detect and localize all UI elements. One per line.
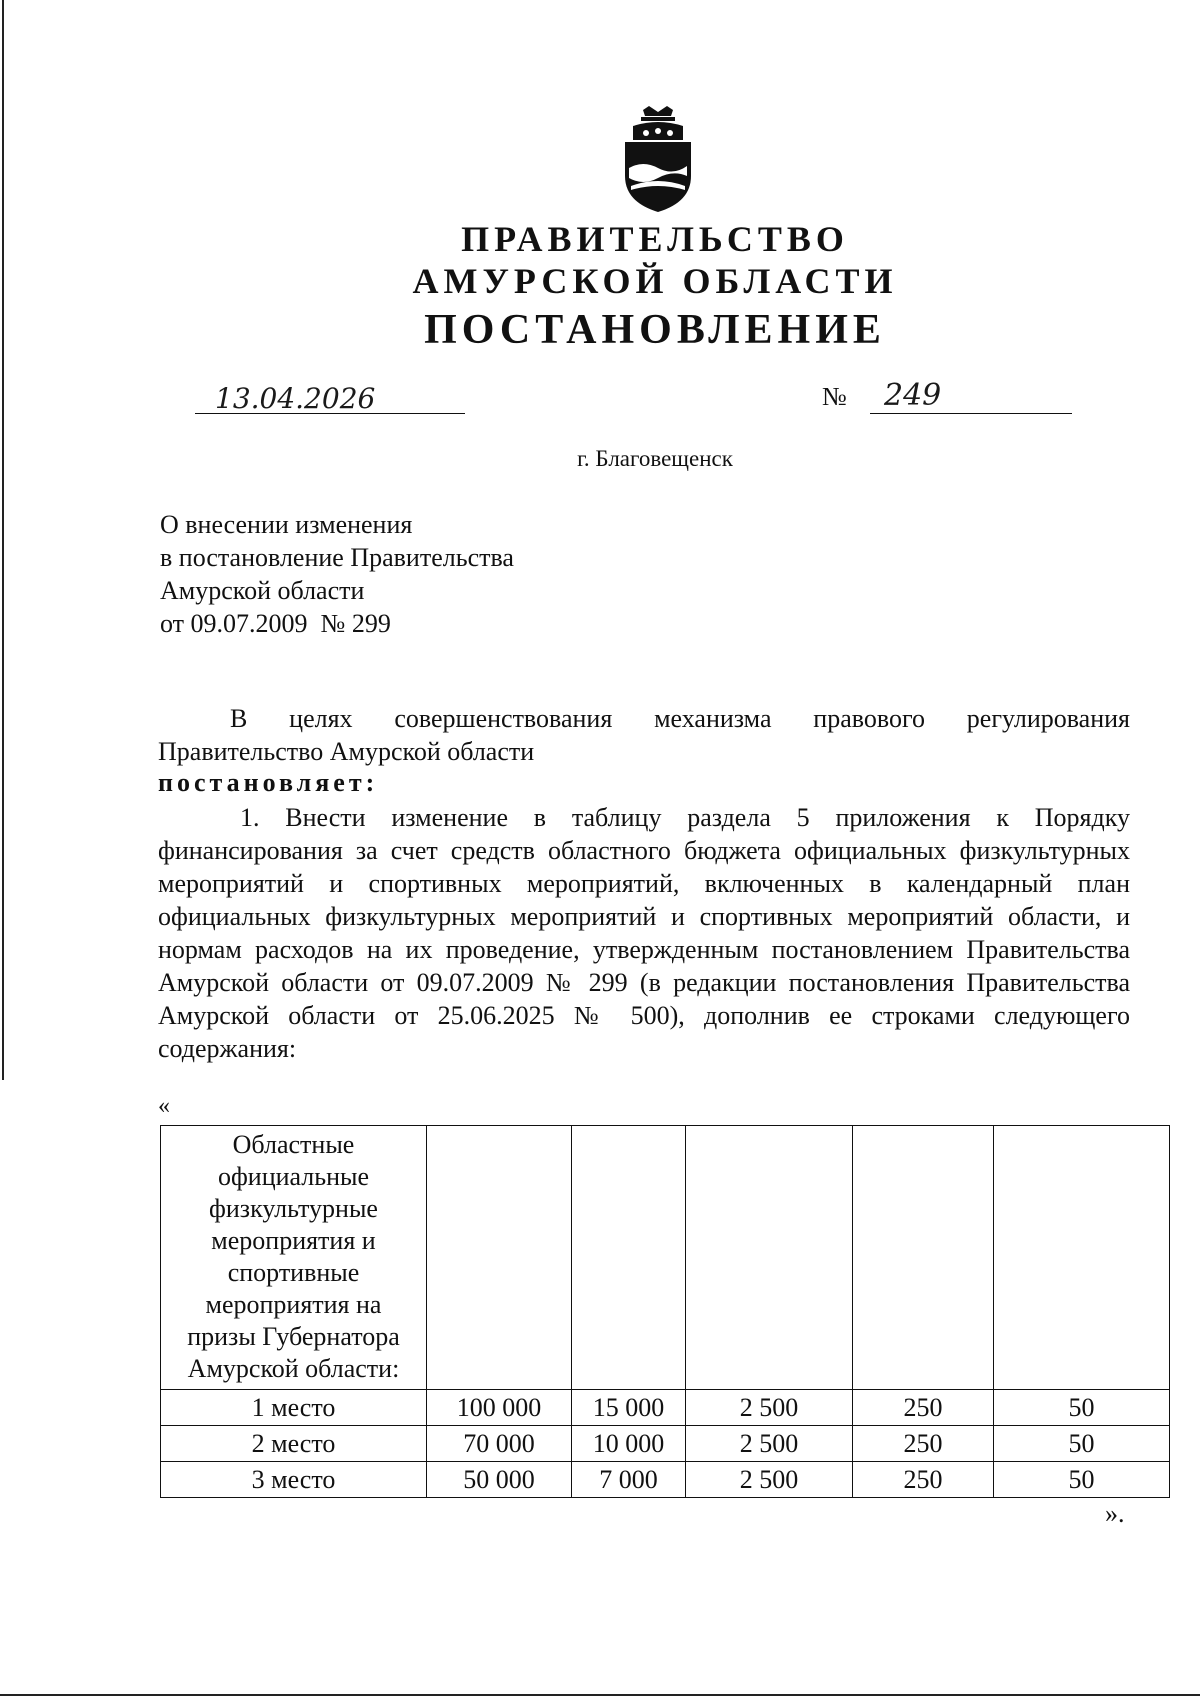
subject-line: О внесении изменения (160, 510, 413, 539)
title-line: Областные (232, 1130, 355, 1159)
number-underline (870, 413, 1072, 414)
intro-line: Правительство Амурской области (158, 737, 535, 766)
table-cell: 2 500 (686, 1426, 853, 1462)
title-line: спортивные (227, 1258, 360, 1287)
subject-line: Амурской области (160, 576, 365, 605)
table-cell (427, 1126, 572, 1390)
table-cell: 50 (994, 1462, 1170, 1498)
quote-close: ». (1105, 1499, 1125, 1528)
document-date: 13.04.2026 (215, 382, 376, 415)
table-cell: 70 000 (427, 1426, 572, 1462)
title-line: официальные (217, 1162, 370, 1191)
subject-line: в постановление Правительства (160, 543, 514, 572)
table-title-cell (161, 1126, 427, 1390)
place-label: 3 место (161, 1462, 427, 1498)
date-underline (195, 413, 465, 414)
header-doc-type: ПОСТАНОВЛЕНИЕ (424, 307, 886, 353)
header-government: ПРАВИТЕЛЬСТВО (461, 219, 849, 259)
title-line: призы Губернатора (187, 1322, 400, 1351)
table-cell: 100 000 (427, 1390, 572, 1426)
title-line: мероприятия на (205, 1290, 382, 1319)
table-cell: 10 000 (572, 1426, 686, 1462)
place-label: 1 место (161, 1390, 427, 1426)
city: г. Благовещенск (577, 446, 733, 471)
intro-line: В целях совершенствования механизма правового регулирования (230, 704, 1130, 733)
table-cell: 50 (994, 1390, 1170, 1426)
table-cell (853, 1126, 994, 1390)
number-sign: № (822, 382, 847, 411)
table-row (161, 1126, 1170, 1390)
quote-open: « (158, 1093, 170, 1119)
table-cell: 250 (853, 1426, 994, 1462)
scan-edge-left (2, 0, 4, 1080)
title-line: Амурской области: (187, 1354, 400, 1383)
table-cell: 7 000 (572, 1462, 686, 1498)
place-label: 2 место (161, 1426, 427, 1462)
document-number: 249 (884, 378, 942, 413)
title-line: физкультурные (209, 1194, 378, 1223)
resolves-word: постановляет: (158, 768, 379, 797)
title-line: мероприятия и (211, 1226, 376, 1255)
table-row (161, 1390, 1170, 1426)
table-cell (572, 1126, 686, 1390)
document-subject (160, 508, 514, 640)
amur-region-coat-of-arms-icon (613, 106, 703, 216)
table-cell: 50 (994, 1426, 1170, 1462)
table-cell: 2 500 (686, 1390, 853, 1426)
scan-edge-bottom (0, 1694, 1200, 1696)
table-cell (994, 1126, 1170, 1390)
table-cell: 2 500 (686, 1462, 853, 1498)
subject-line: от 09.07.2009 № 299 (160, 609, 391, 638)
table-cell (686, 1126, 853, 1390)
table-cell: 250 (853, 1390, 994, 1426)
table-cell: 50 000 (427, 1462, 572, 1498)
table-row (161, 1462, 1170, 1498)
header-region: АМУРСКОЙ ОБЛАСТИ (412, 261, 898, 301)
inserted-rows-table (160, 1125, 1170, 1498)
table-cell: 250 (853, 1462, 994, 1498)
item-1-paragraph: 1. Внести изменение в таблицу раздела 5 приложения к Порядку финансирования за счет средств областного бюджета официальных физкультурных мероприятий и спортивных мероприятий, включенных в календарный план официальных физкультурных мероприятий и спортивных мероприятий области, и нормам расходов на их проведение, утвержденным постановлением Правительства Амурской области от 09.07.2009 № 299 (в редакции постановления Правительства Амурской области от 25.06.2025 № 500), дополнив ее строками следующего содержания: (158, 803, 1130, 1063)
table-row (161, 1426, 1170, 1462)
table-cell: 15 000 (572, 1390, 686, 1426)
